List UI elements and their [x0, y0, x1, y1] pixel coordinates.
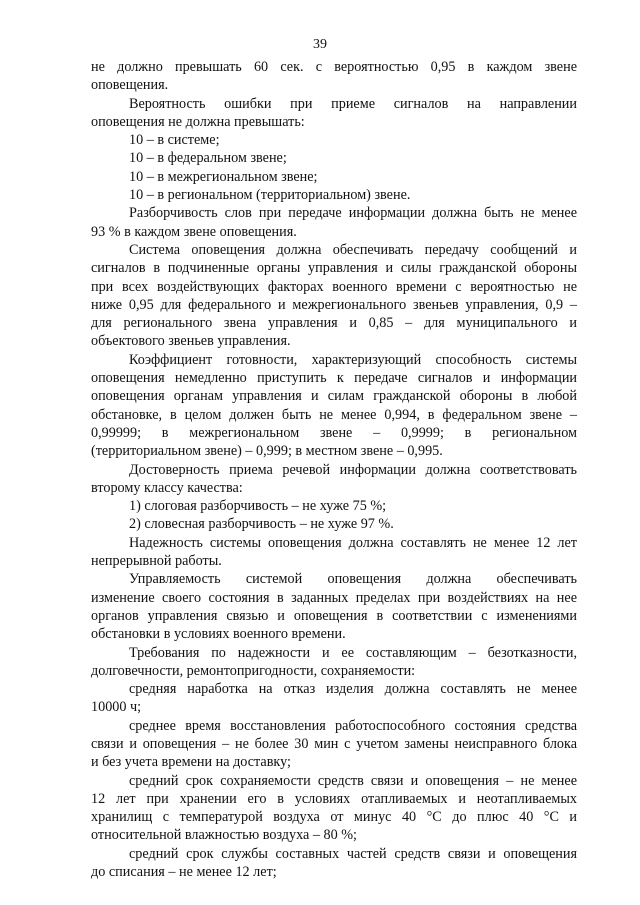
text-line: средний срок службы составных частей средств связи и оповещения: [129, 845, 577, 862]
text-line: органов управления связью и оповещения в соответствии с изменениями: [91, 607, 577, 624]
text-line: Система оповещения должна обеспечивать передачу сообщений и: [129, 241, 577, 258]
text-line: хранилищ с температурой воздуха от минус 40 °С до плюс 40 °С и: [91, 809, 577, 826]
text-line: 12 лет при хранении его в условиях отапливаемых и неотапливаемых: [91, 790, 577, 807]
text-line: 10 – в федеральном звене;: [129, 150, 287, 167]
text-line: средняя наработка на отказ изделия должна составлять не менее: [129, 681, 577, 698]
text-line: Управляемость системой оповещения должна обеспечивать: [129, 571, 577, 588]
text-line: 1) слоговая разборчивость – не хуже 75 %;: [129, 498, 387, 515]
text-line: оповещения.: [91, 77, 169, 94]
text-line: Вероятность ошибки при приеме сигналов на направлении: [129, 95, 577, 112]
text-line: относительной влажностью воздуха – 80 %;: [91, 827, 357, 844]
text-line: для регионального звена управления и 0,85 – для муниципального и: [91, 315, 577, 332]
text-line: непрерывной работы.: [91, 553, 222, 570]
text-line: обстановке, в целом должен быть не менее 0,994, в федеральном звене –: [91, 406, 577, 423]
text-line: 10000 ч;: [91, 699, 142, 716]
text-line: сигналов в подчиненные органы управления и силы гражданской обороны: [91, 260, 577, 277]
page-number: 39: [313, 37, 327, 52]
text-line: оповещения органам управления и силам гражданской обороны в любой: [91, 388, 577, 405]
text-line: 10 – в региональном (территориальном) звене.: [129, 187, 411, 204]
text-line: связи и оповещения – не более 30 мин с учетом замены неисправного блока: [91, 735, 577, 752]
text-line: оповещения не должна превышать:: [91, 113, 305, 130]
text-line: средний срок сохраняемости средств связи и оповещения – не менее: [129, 772, 577, 789]
text-line: среднее время восстановления работоспособного состояния средства: [129, 717, 577, 734]
text-line: 10 – в системе;: [129, 132, 220, 149]
text-line: 0,99999; в межрегиональном звене – 0,9999; в региональном: [91, 424, 577, 441]
text-line: Коэффициент готовности, характеризующий способность системы: [129, 351, 577, 368]
text-line: 10 – в межрегиональном звене;: [129, 168, 318, 185]
text-line: не должно превышать 60 сек. с вероятностью 0,95 в каждом звене: [91, 59, 577, 75]
text-line: изменение своего состояния в заданных пределах при воздействиях на нее: [91, 589, 577, 606]
text-line: до списания – не менее 12 лет;: [91, 864, 277, 881]
text-line: Достоверность приема речевой информации должна соответствовать: [129, 461, 577, 478]
document-body: [91, 58, 577, 881]
text-line: ниже 0,95 для федерального и межрегионального звеньев управления, 0,9 –: [91, 296, 577, 313]
text-line: объектового звеньев управления.: [91, 333, 291, 350]
text-line: при всех воздействующих факторах военного времени с вероятностью не: [91, 278, 577, 295]
text-line: второму классу качества:: [91, 479, 243, 496]
text-line: оповещения немедленно приступить к передаче сигналов и информации: [91, 370, 577, 387]
text-line: долговечности, ремонтопригодности, сохраняемости:: [91, 662, 416, 679]
text-line: и без учета времени на доставку;: [91, 754, 291, 771]
text-line: Надежность системы оповещения должна составлять не менее 12 лет: [129, 534, 577, 551]
text-line: 93 % в каждом звене оповещения.: [91, 223, 297, 240]
text-line: Требования по надежности и ее составляющим – безотказности,: [129, 644, 577, 661]
text-line: обстановки в условиях военного времени.: [91, 626, 346, 643]
text-line: 2) словесная разборчивость – не хуже 97 %.: [129, 516, 394, 533]
text-line: (территориальном звене) – 0,999; в местном звене – 0,995.: [91, 443, 443, 460]
text-line: Разборчивость слов при передаче информации должна быть не менее: [129, 205, 577, 222]
